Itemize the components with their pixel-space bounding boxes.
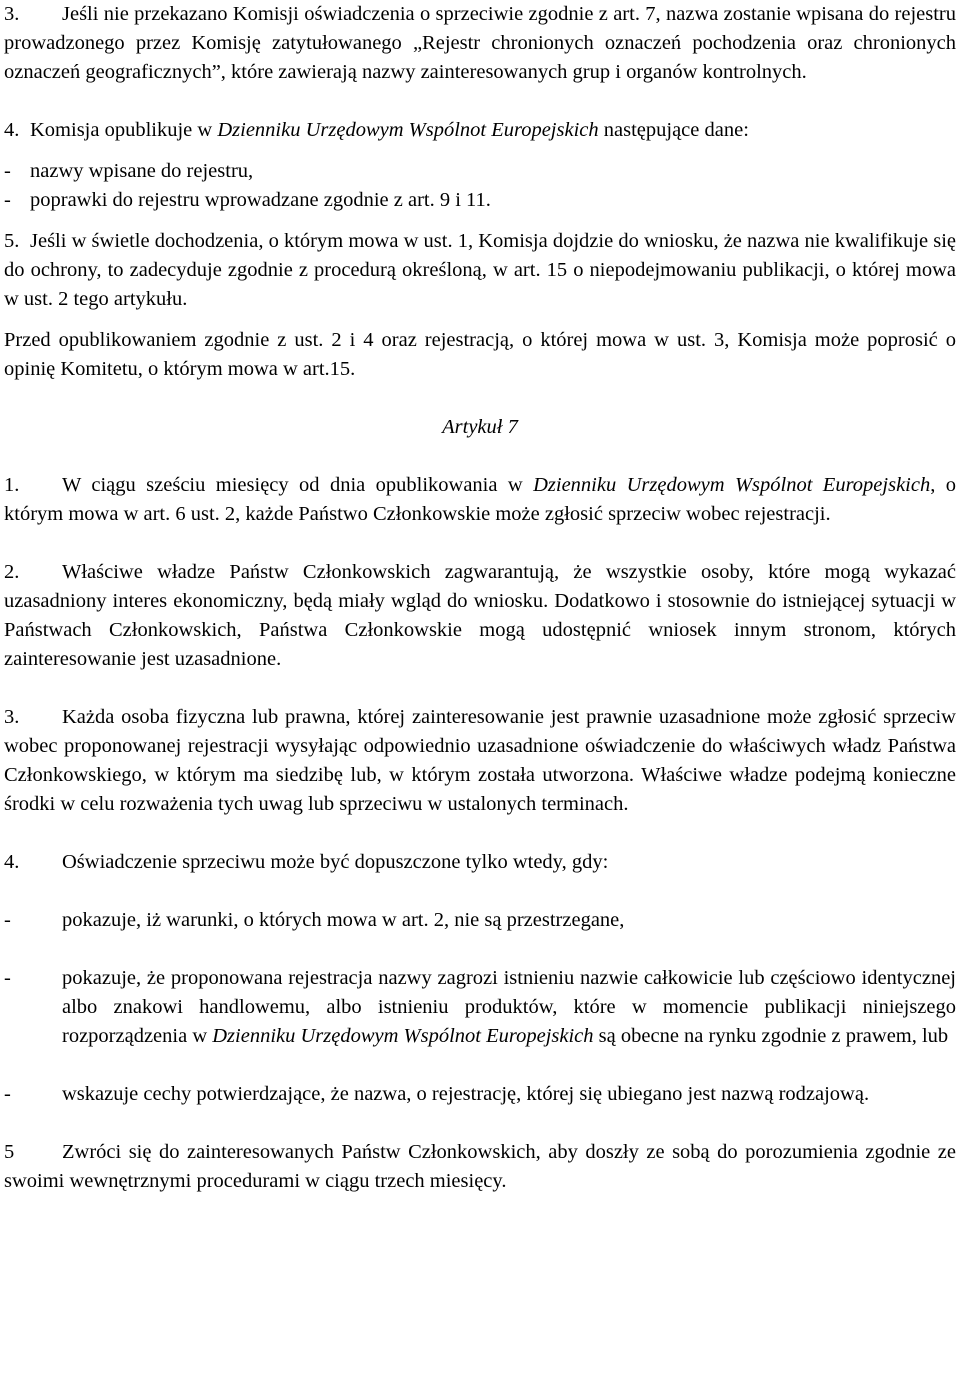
paragraph-number: 2. bbox=[4, 561, 20, 583]
list-item-text: wskazuje cechy potwierdzające, że nazwa, o rejestrację, której się ubiegano jest nazwą rodzajową. bbox=[62, 1083, 870, 1105]
article-7-paragraph-2 bbox=[4, 558, 956, 674]
list-dash: - bbox=[4, 189, 11, 211]
paragraph-number: 1. bbox=[4, 474, 20, 496]
paragraph-number: 4. bbox=[4, 851, 20, 873]
paragraph-3 bbox=[4, 0, 956, 87]
paragraph-text: Właściwe władze Państw Członkowskich zagwarantują, że wszystkie osoby, które mogą wykazać uzasadniony interes ekonomiczny, będą miały wgląd do wniosku. Dodatkowo i stosownie do istniejącej sytuacji w Państwach Członkowskich, Państwa Członkowskie mogą udostępnić wniosek innym stronom, których zainteresowanie jest uzasadnione. bbox=[4, 561, 956, 670]
article-7-paragraph-4 bbox=[4, 848, 956, 877]
list-dash: - bbox=[4, 909, 11, 931]
journal-title: Dzienniku Urzędowym Wspólnot Europejskich bbox=[533, 474, 931, 496]
paragraph-text: Jeśli w świetle dochodzenia, o którym mowa w ust. 1, Komisja dojdzie do wniosku, że nazwa nie kwalifikuje się do ochrony, to zadecyduje zgodnie z procedurą określoną, w art. 15 o niepodejmowaniu publikacji, o której mowa w ust. 2 tego artykułu. bbox=[4, 230, 956, 310]
paragraph-text: W ciągu sześciu miesięcy od dnia opublikowania w bbox=[62, 474, 534, 496]
paragraph-text: Oświadczenie sprzeciwu może być dopuszczone tylko wtedy, gdy: bbox=[62, 851, 609, 873]
journal-title: Dzienniku Urzędowym Wspólnot Europejskich bbox=[217, 119, 599, 141]
paragraph-5 bbox=[4, 227, 956, 314]
paragraph-text: następujące dane: bbox=[598, 119, 749, 141]
paragraph-text: Komisja opublikuje w bbox=[30, 119, 218, 141]
list-item bbox=[4, 964, 956, 1051]
list-item bbox=[4, 157, 956, 186]
article-7-paragraph-5 bbox=[4, 1138, 956, 1196]
document-page bbox=[4, 0, 956, 1196]
article-7-paragraph-1 bbox=[4, 471, 956, 529]
paragraph-number: 4. bbox=[4, 119, 20, 141]
paragraph-text: , o którym mowa w art. 6 ust. 2, każde Państwo Członkowskie może zgłosić sprzeciw wobec rejestracji. bbox=[4, 474, 956, 525]
list-item-text bbox=[62, 964, 956, 1051]
list-item-text: poprawki do rejestru wprowadzane zgodnie z art. 9 i 11. bbox=[30, 189, 491, 211]
list-item bbox=[4, 186, 956, 215]
list-item-text-part: są obecne na rynku zgodnie z prawem, lub bbox=[593, 1025, 949, 1047]
paragraph-number: 3. bbox=[4, 3, 20, 25]
list-item-text-part: pokazuje, że proponowana rejestracja nazwy zagrozi istnieniu nazwie całkowicie lub częściowo identycznej albo znakowi handlowemu, albo istnieniu produktów, które w momencie publikacji niniejszego rozporządzenia w bbox=[62, 967, 956, 1047]
list-dash: - bbox=[4, 967, 11, 989]
paragraph-text: Przed opublikowaniem zgodnie z ust. 2 i 4 oraz rejestracją, o której mowa w ust. 3, Komisja może poprosić o opinię Komitetu, o którym mowa w art.15. bbox=[4, 329, 956, 380]
list-dash: - bbox=[4, 1083, 11, 1105]
paragraph-text: Zwróci się do zainteresowanych Państw Członkowskich, aby doszły ze sobą do porozumienia zgodnie ze swoimi wewnętrznymi procedurami w ciągu trzech miesięcy. bbox=[4, 1141, 956, 1192]
paragraph-number: 5. bbox=[4, 230, 20, 252]
list-item bbox=[4, 1080, 956, 1109]
paragraph-4 bbox=[4, 116, 956, 145]
article-7-paragraph-3 bbox=[4, 703, 956, 819]
paragraph-text: Każda osoba fizyczna lub prawna, której zainteresowanie jest prawnie uzasadnione może zgłosić sprzeciw wobec proponowanej rejestracji wysyłając odpowiednio uzasadnione oświadczenie do właściwych władz Państwa Członkowskiego, w którym ma siedzibę lub, w którym została utworzona. Właściwe władze podejmą konieczne środki w celu rozważenia tych uwag lub sprzeciwu w ustalonych terminach. bbox=[4, 706, 956, 815]
list-item-text: nazwy wpisane do rejestru, bbox=[30, 160, 254, 182]
paragraph-text: Jeśli nie przekazano Komisji oświadczenia o sprzeciwie zgodnie z art. 7, nazwa zostanie wpisana do rejestru prowadzonego przez Komisję zatytułowanego „Rejestr chronionych oznaczeń pochodzenia oraz chronionych oznaczeń geograficznych”, które zawierają nazwy zainteresowanych grup i organów kontrolnych. bbox=[4, 3, 956, 83]
paragraph-number: 3. bbox=[4, 706, 20, 728]
list-item bbox=[4, 906, 956, 935]
journal-title: Dzienniku Urzędowym Wspólnot Europejskich bbox=[212, 1025, 594, 1047]
article-heading: Artykuł 7 bbox=[442, 416, 518, 438]
list-dash: - bbox=[4, 160, 11, 182]
paragraph-before-publication bbox=[4, 326, 956, 384]
paragraph-number: 5 bbox=[4, 1141, 15, 1163]
list-item-text: pokazuje, iż warunki, o których mowa w art. 2, nie są przestrzegane, bbox=[62, 909, 625, 931]
